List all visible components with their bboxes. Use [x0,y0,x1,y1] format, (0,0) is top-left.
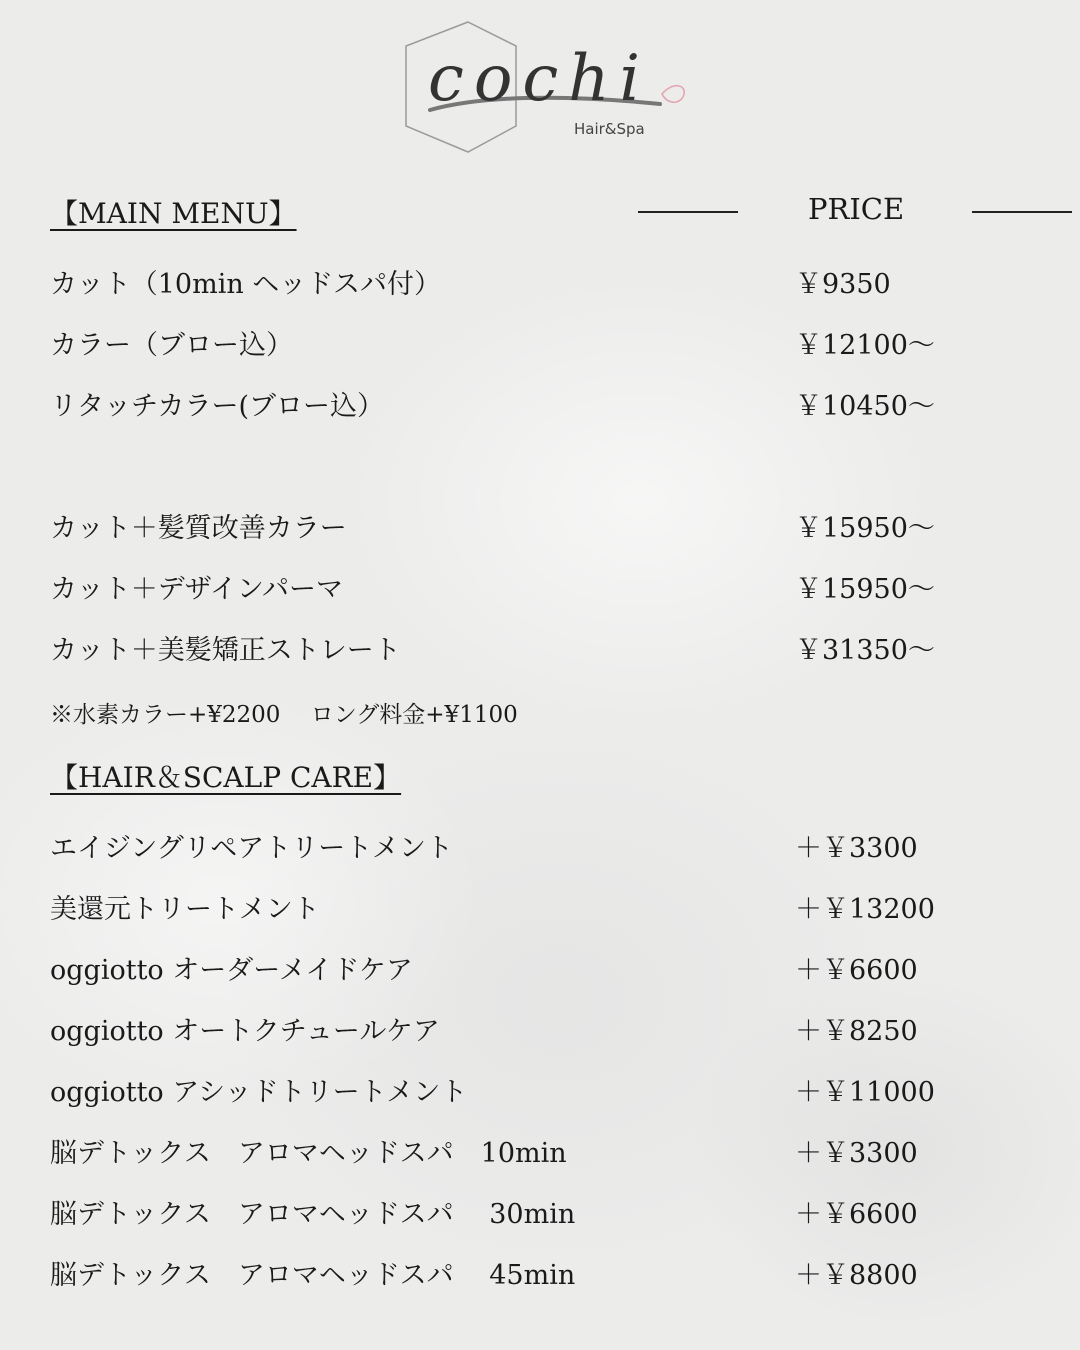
care-item-price: ＋￥3300 [795,833,918,864]
list-item [0,567,1080,607]
care-item-price: ＋￥6600 [795,955,918,986]
menu-item-name: カット（10min ヘッドスパ付） [50,269,442,300]
price-rule-left [638,211,738,213]
logo-wordmark: cochi [428,42,650,116]
care-item-name: エイジングリペアトリートメント [50,833,453,864]
care-item-price: ＋￥3300 [795,1138,918,1169]
menu-item-name: カット＋髪質改善カラー [50,513,347,544]
list-item [0,262,1080,302]
list-item [0,826,1080,866]
list-item [0,887,1080,927]
list-item [0,1253,1080,1293]
menu-item-price: ￥9350 [795,269,891,300]
menu-item-name: カット＋美髪矯正ストレート [50,635,401,666]
list-item [0,506,1080,546]
list-item [0,323,1080,363]
care-item-price: ＋￥13200 [795,894,935,925]
logo-subtitle: Hair&Spa [574,120,645,138]
care-item-name: 美還元トリートメント [50,894,320,925]
list-item [0,384,1080,424]
care-item-price: ＋￥8250 [795,1016,918,1047]
care-item-name: oggiotto オーダーメイドケア [50,955,413,986]
care-item-name: oggiotto アシッドトリートメント [50,1077,468,1108]
menu-item-price: ￥10450〜 [795,391,935,422]
price-heading: PRICE [808,192,905,226]
menu-item-price: ￥15950〜 [795,574,935,605]
care-item-name: 脳デトックス アロマヘッドスパ 45min [50,1260,576,1291]
care-item-price: ＋￥11000 [795,1077,935,1108]
list-item [0,1192,1080,1232]
menu-item-name: カット＋デザインパーマ [50,574,343,605]
list-item [0,628,1080,668]
care-item-price: ＋￥6600 [795,1199,918,1230]
care-item-price: ＋￥8800 [795,1260,918,1291]
menu-item-name: カラー（ブロー込） [50,330,293,361]
care-item-name: 脳デトックス アロマヘッドスパ 30min [50,1199,576,1230]
care-item-name: 脳デトックス アロマヘッドスパ 10min [50,1138,567,1169]
menu-item-price: ￥15950〜 [795,513,935,544]
logo [400,18,700,158]
list-item [0,1009,1080,1049]
menu-item-name: リタッチカラー(ブロー込） [50,391,384,422]
menu-item-price: ￥31350〜 [795,635,935,666]
menu-note: ※水素カラー+¥2200 ロング料金+¥1100 [50,702,518,728]
care-menu-heading: 【HAIR＆SCALP CARE】 [50,761,402,794]
menu-item-price: ￥12100〜 [795,330,935,361]
list-item [0,1131,1080,1171]
list-item [0,1070,1080,1110]
main-menu-heading: 【MAIN MENU】 [50,197,297,230]
care-item-name: oggiotto オートクチュールケア [50,1016,440,1047]
list-item [0,948,1080,988]
price-rule-right [972,211,1072,213]
